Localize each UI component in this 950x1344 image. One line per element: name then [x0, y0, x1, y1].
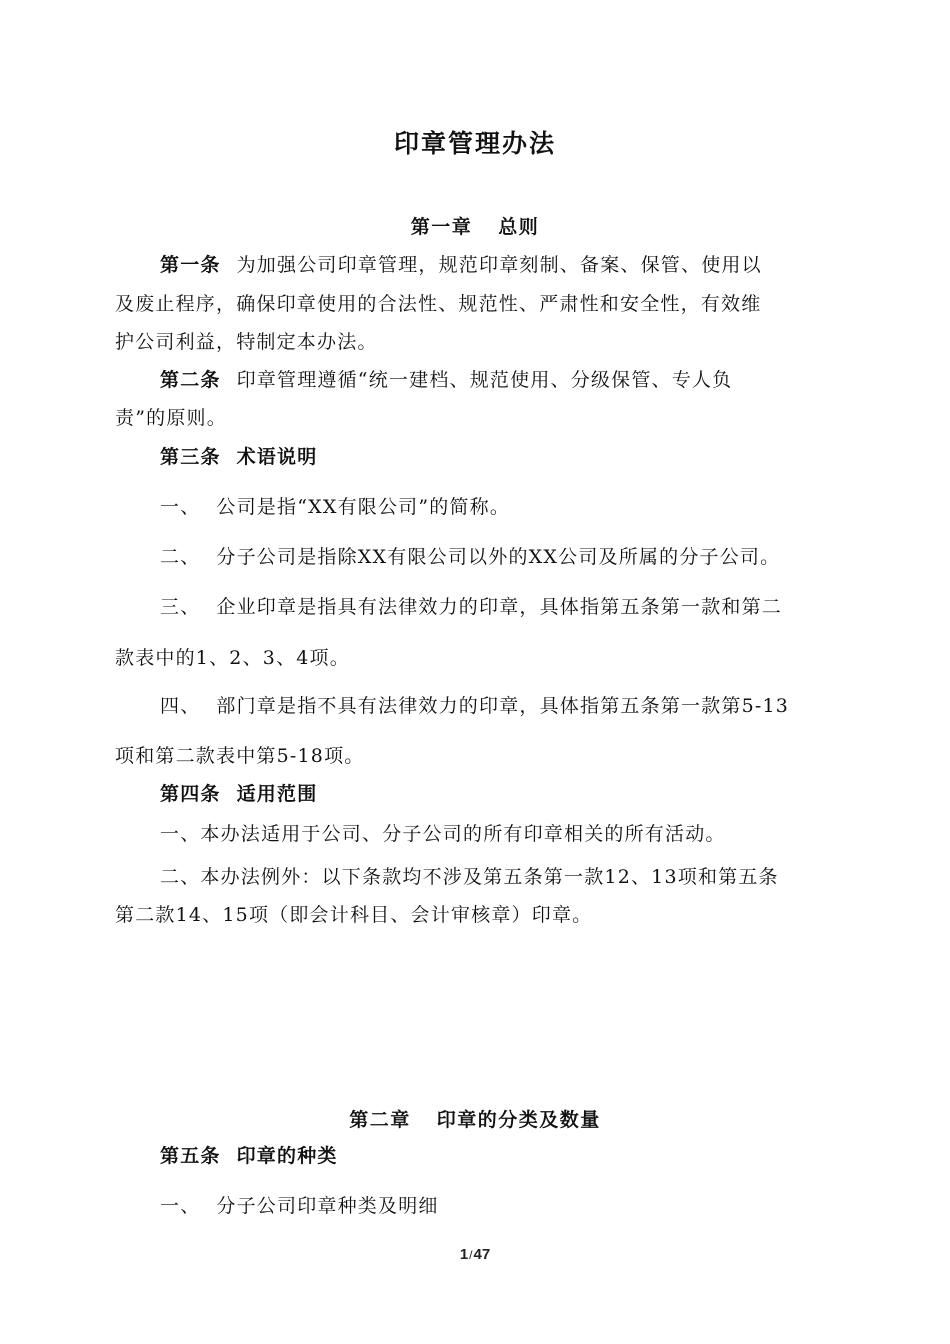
article-3-heading — [160, 445, 317, 469]
chapter-1-heading — [0, 212, 950, 239]
article-3-item-4-cont: 项和第二款表中第5-18项。 — [115, 745, 365, 767]
article-3-item-2 — [160, 545, 780, 569]
article-1-label: 第一条 — [160, 254, 221, 276]
article-4-name: 适用范围 — [236, 783, 318, 805]
item-text: 分子公司是指除XX有限公司以外的XX公司及所属的分子公司。 — [216, 546, 781, 568]
article-2-label: 第二条 — [160, 369, 221, 391]
chapter-1-label: 第一章 — [410, 216, 473, 238]
chapter-1-name: 总则 — [498, 216, 540, 238]
article-5-heading — [160, 1144, 338, 1168]
item-number: 三、 — [160, 596, 201, 618]
article-5-label: 第五条 — [160, 1145, 221, 1167]
article-3-name: 术语说明 — [236, 446, 318, 468]
item-number: 二、 — [160, 546, 201, 568]
article-5-name: 印章的种类 — [236, 1145, 338, 1167]
article-4-item-2: 二、本办法例外：以下条款均不涉及第五条第一款12、13项和第五条 — [160, 866, 779, 888]
article-3-item-3 — [160, 595, 782, 619]
chapter-2-name: 印章的分类及数量 — [436, 1109, 601, 1131]
article-2-line-2: 责”的原则。 — [115, 407, 227, 429]
item-text: 分子公司印章种类及明细 — [216, 1195, 439, 1217]
article-4-item-1: 一、本办法适用于公司、分子公司的所有印章相关的所有活动。 — [160, 823, 726, 845]
article-3-label: 第三条 — [160, 446, 221, 468]
article-3-item-1 — [160, 495, 510, 519]
article-4-label: 第四条 — [160, 783, 221, 805]
article-1-line-1 — [160, 253, 762, 277]
article-3-item-4 — [160, 694, 789, 718]
article-3-item-3-cont: 款表中的1、2、3、4项。 — [115, 647, 350, 669]
article-5-item-1 — [160, 1194, 439, 1218]
chapter-2-label: 第二章 — [349, 1109, 411, 1131]
item-number: 四、 — [160, 695, 201, 717]
item-text: 部门章是指不具有法律效力的印章，具体指第五条第一款第5-13 — [216, 695, 790, 717]
article-2-text-1: 印章管理遵循“统一建档、规范使用、分级保管、专人负 — [236, 369, 733, 391]
page-separator: / — [469, 1248, 473, 1262]
document-title: 印章管理办法 — [393, 129, 556, 158]
current-page: 1 — [459, 1246, 469, 1263]
item-number: 一、 — [160, 1195, 201, 1217]
item-number: 一、 — [160, 496, 201, 518]
chapter-2-heading — [0, 1105, 950, 1132]
article-1-text-1: 为加强公司印章管理，规范印章刻制、备案、保管、使用以 — [236, 254, 762, 276]
article-4-heading — [160, 782, 317, 806]
item-text: 公司是指“XX有限公司”的简称。 — [216, 496, 511, 518]
article-1-line-2: 及废止程序，确保印章使用的合法性、规范性、严肃性和安全性，有效维 — [115, 293, 762, 315]
article-1-line-3: 护公司利益，特制定本办法。 — [115, 331, 378, 353]
article-2-line-1 — [160, 368, 732, 392]
page-number — [0, 1246, 950, 1263]
total-pages: 47 — [473, 1246, 491, 1263]
article-4-item-2-cont: 第二款14、15项（即会计科目、会计审核章）印章。 — [115, 904, 593, 926]
item-text: 企业印章是指具有法律效力的印章，具体指第五条第一款和第二 — [216, 596, 783, 618]
